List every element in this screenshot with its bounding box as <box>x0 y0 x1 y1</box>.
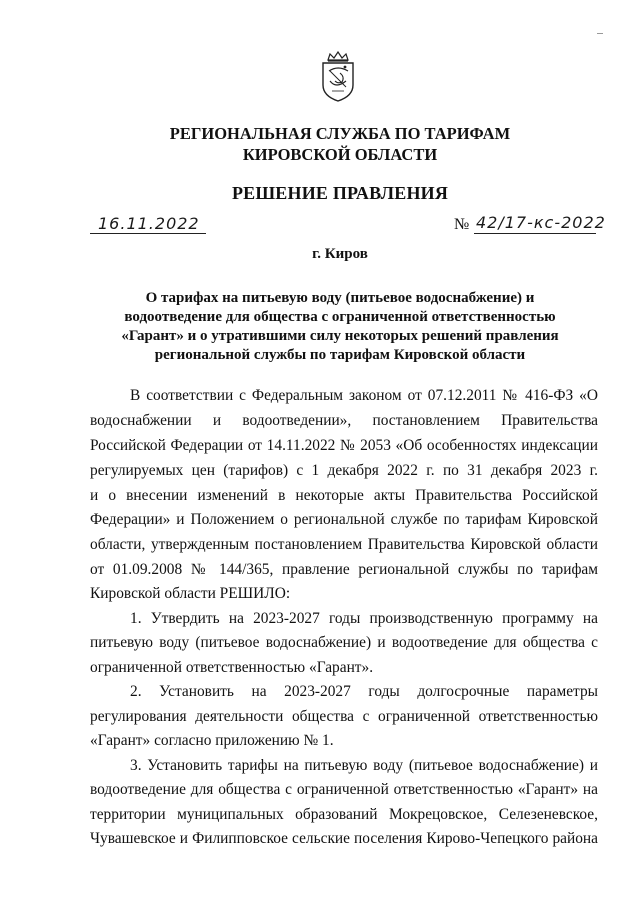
subject-line: «Гарант» и о утратившими силу некоторых решений правления <box>121 328 559 344</box>
number-sign: № <box>454 216 470 233</box>
body-line: области, утвержденным постановлением Правительства Кировской области <box>90 536 598 553</box>
body-line: Кировской области РЕШИЛО: <box>90 585 291 602</box>
city: г. Киров <box>312 246 368 262</box>
body-line: 2. Установить на 2023-2027 годы долгосрочные параметры <box>130 683 598 700</box>
kirov-coat-of-arms-icon <box>318 51 358 103</box>
subject-line: О тарифах на питьевую воду (питьевое водоснабжение) и <box>145 290 535 306</box>
body-line: 3. Установить тарифы на питьевую воду (питьевое водоснабжение) и <box>130 757 598 774</box>
body-line: водоотведение для общества с ограниченной ответственностью «Гарант» на <box>90 781 598 798</box>
organization-name-line2: КИРОВСКОЙ ОБЛАСТИ <box>242 145 438 164</box>
body-line: территории муниципальных образований Мокрецовское, Селезеневское, <box>90 806 598 823</box>
body-line: 1. Утвердить на 2023-2027 годы производственную программу на <box>130 610 598 627</box>
scan-mark <box>597 33 603 34</box>
body-line: Федерации» и Положением о региональной службе по тарифам Кировской <box>90 511 598 528</box>
decision-date: 16.11.2022 <box>98 214 200 233</box>
body-line: В соответствии с Федеральным законом от 07.12.2011 № 416-ФЗ «О <box>130 387 598 404</box>
body-line: регулируемых цен (тарифов) с 1 декабря 2022 г. по 31 декабря 2023 г. <box>90 462 598 479</box>
document-type: РЕШЕНИЕ ПРАВЛЕНИЯ <box>231 183 449 203</box>
body-line: «Гарант» согласно приложению № 1. <box>90 732 334 749</box>
body-line: водоснабжении и водоотведении», постановлением Правительства <box>90 412 598 429</box>
body-line: питьевую воду (питьевое водоснабжение) и водоотведение для общества с <box>90 634 598 651</box>
body-line: регулирования деятельности общества с ограниченной ответственностью <box>90 708 598 725</box>
subject-line: водоотведение для общества с ограниченной ответственностью <box>124 309 556 325</box>
number-underline <box>474 233 596 234</box>
organization-name-line1: РЕГИОНАЛЬНАЯ СЛУЖБА ПО ТАРИФАМ <box>169 124 511 143</box>
body-line: Российской Федерации от 14.11.2022 № 2053 «Об особенностях индексации <box>90 437 598 454</box>
body-line: ограниченной ответственностью «Гарант». <box>90 659 374 676</box>
subject-line: региональной службы по тарифам Кировской области <box>154 347 526 363</box>
date-underline <box>90 233 206 234</box>
body-line: и о внесении изменений в некоторые акты Правительства Российской <box>90 487 598 504</box>
body-line: от 01.09.2008 № 144/365, правление региональной службы по тарифам <box>90 561 598 578</box>
decision-number: 42/17-кс-2022 <box>476 213 606 232</box>
body-line: Чувашевское и Филипповское сельские поселения Кирово-Чепецкого района <box>90 830 598 847</box>
